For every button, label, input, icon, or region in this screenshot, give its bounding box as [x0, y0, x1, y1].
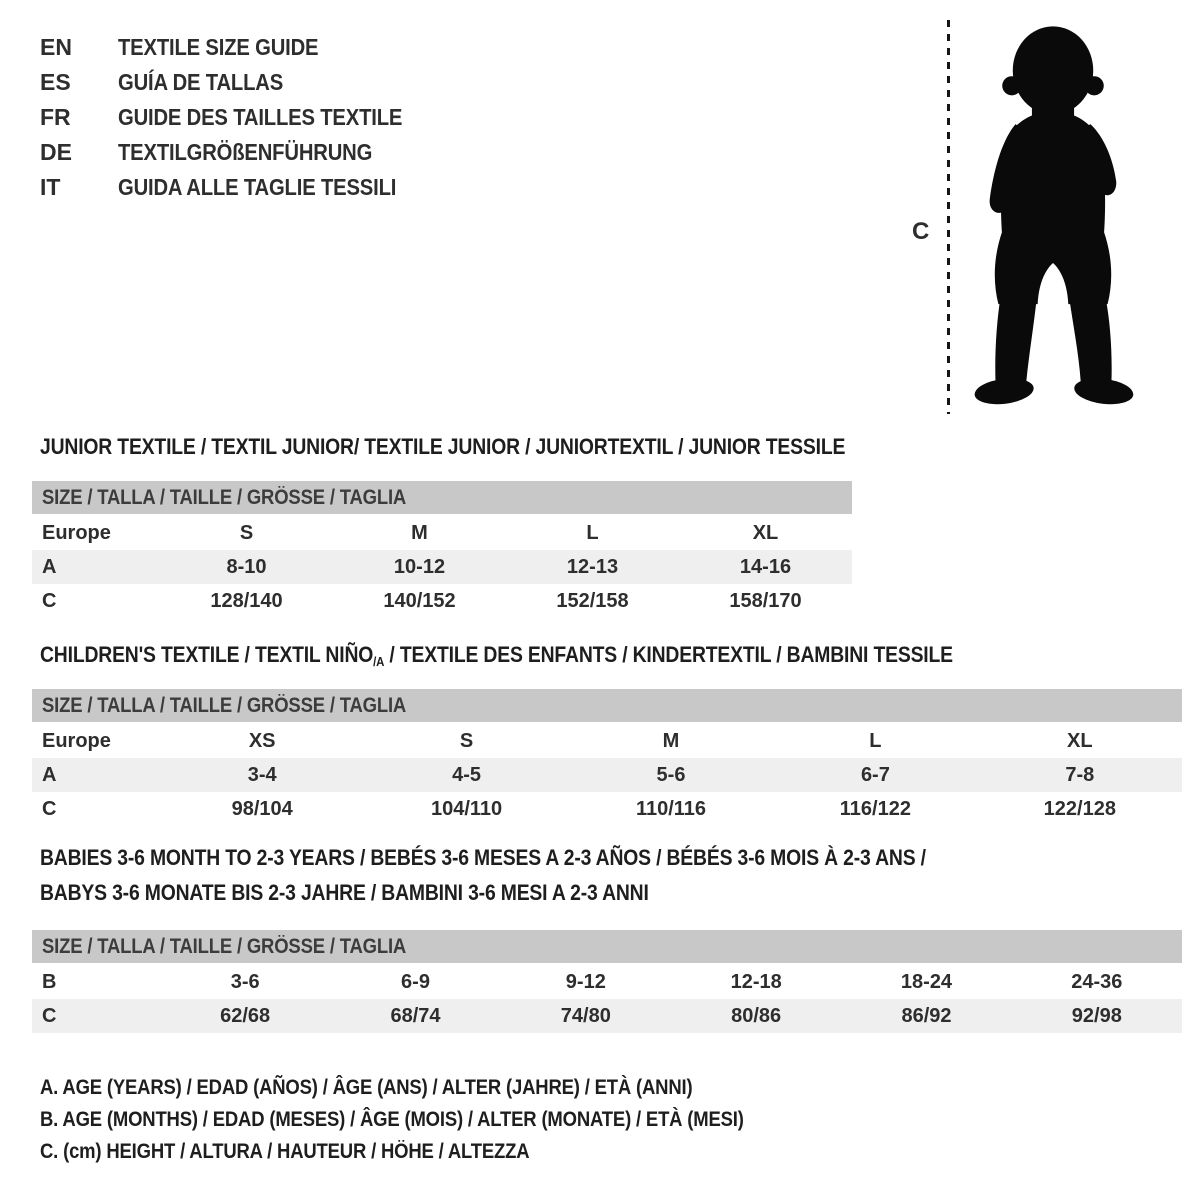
table-cell-value: 3-4	[247, 763, 277, 786]
legend-line-a	[40, 1072, 840, 1104]
legend-text-c: C. (cm) HEIGHT / ALTURA / HAUTEUR / HÖHE / ALTEZZA	[40, 1140, 530, 1163]
lang-title: GUÍA DE TALLAS	[118, 69, 284, 95]
lang-title: GUIDE DES TAILLES TEXTILE	[118, 104, 403, 130]
lang-row-en	[40, 30, 441, 65]
table-cell-label: A	[42, 555, 57, 578]
table-cell-value: 8-10	[226, 555, 267, 578]
babies-section-heading-line2	[40, 880, 732, 906]
table-cell-value: 128/140	[210, 589, 283, 612]
table-cell-value: 18-24	[900, 970, 953, 993]
table-cell-value: 140/152	[383, 589, 456, 612]
table-cell-value: 86/92	[901, 1004, 952, 1027]
babies-heading-text1: BABIES 3-6 MONTH TO 2-3 YEARS / BEBÉS 3-6 MESES A 2-3 AÑOS / BÉBÉS 3-6 MOIS À 2-3 ANS /	[40, 845, 926, 870]
size-header-text: SIZE / TALLA / TAILLE / GRÖSSE / TAGLIA	[42, 693, 407, 717]
language-title-list	[40, 30, 441, 205]
children-heading-pre: CHILDREN'S TEXTILE / TEXTIL NIÑO	[40, 642, 374, 667]
table-cell-value: 74/80	[560, 1004, 611, 1027]
table-cell-value: 3-6	[230, 970, 260, 993]
table-row	[32, 999, 1182, 1033]
table-cell-value: M	[411, 521, 428, 544]
lang-row-it	[40, 170, 441, 205]
table-cell-value: M	[662, 729, 680, 752]
lang-row-es	[40, 65, 441, 100]
table-row	[32, 724, 1182, 758]
children-heading-text	[40, 642, 953, 669]
children-heading-post: / TEXTILE DES ENFANTS / KINDERTEXTIL / BAMBINI TESSILE	[384, 642, 953, 667]
table-cell-value: 158/170	[729, 589, 802, 612]
table-row	[32, 758, 1182, 792]
babies-section-heading-line1	[40, 845, 1047, 871]
children-heading-sub: /A	[373, 654, 385, 669]
table-cell-value: XL	[752, 521, 779, 544]
legend-line-c	[40, 1136, 840, 1168]
table-cell-value: XS	[248, 729, 276, 752]
lang-title: GUIDA ALLE TAGLIE TESSILI	[118, 174, 397, 200]
table-cell-value: L	[586, 521, 599, 544]
table-cell-value: 152/158	[556, 589, 629, 612]
height-measure-dashed-line	[947, 20, 950, 414]
junior-section-heading	[40, 434, 955, 460]
babies-table-header	[32, 930, 1182, 963]
table-cell-value: 4-5	[452, 763, 482, 786]
table-cell-label: B	[42, 970, 57, 993]
table-cell-label: Europe	[42, 521, 111, 544]
table-cell-value: 14-16	[739, 555, 792, 578]
table-cell-value: 92/98	[1071, 1004, 1122, 1027]
table-cell-value: S	[239, 521, 254, 544]
lang-row-fr	[40, 100, 441, 135]
table-cell-label: C	[42, 1004, 57, 1027]
table-cell-label: A	[42, 763, 57, 786]
legend-line-b	[40, 1104, 840, 1136]
table-cell-value: 110/116	[635, 797, 707, 820]
table-cell-value: 98/104	[231, 797, 293, 820]
table-cell-value: 62/68	[220, 1004, 271, 1027]
table-cell-label: Europe	[42, 729, 111, 752]
table-cell-value: L	[869, 729, 882, 752]
table-row	[32, 792, 1182, 826]
lang-code: DE	[40, 139, 72, 165]
table-cell-value: 6-9	[401, 970, 430, 993]
table-cell-value: S	[459, 729, 474, 752]
junior-table-header	[32, 481, 852, 514]
lang-code: IT	[40, 174, 61, 200]
legend-text-a: A. AGE (YEARS) / EDAD (AÑOS) / ÂGE (ANS) / ALTER (JAHRE) / ETÀ (ANNI)	[40, 1076, 693, 1099]
children-size-table	[32, 689, 1182, 826]
lang-code: ES	[40, 69, 71, 95]
table-cell-value: XL	[1067, 729, 1093, 752]
measurement-legend	[40, 1072, 840, 1168]
table-row	[32, 516, 852, 550]
lang-row-de	[40, 135, 441, 170]
table-cell-value: 68/74	[390, 1004, 441, 1027]
lang-title: TEXTILE SIZE GUIDE	[118, 34, 319, 60]
lang-code: FR	[40, 104, 71, 130]
table-cell-value: 9-12	[565, 970, 606, 993]
size-header-text: SIZE / TALLA / TAILLE / GRÖSSE / TAGLIA	[42, 485, 407, 509]
babies-heading-text2: BABYS 3-6 MONATE BIS 2-3 JAHRE / BAMBINI 3-6 MESI A 2-3 ANNI	[40, 880, 649, 905]
table-cell-label: C	[42, 589, 57, 612]
table-cell-value: 104/110	[430, 797, 503, 820]
table-cell-value: 12-18	[730, 970, 782, 993]
table-cell-value: 10-12	[393, 555, 446, 578]
lang-code: EN	[40, 34, 72, 60]
table-row	[32, 584, 852, 618]
table-row	[32, 550, 852, 584]
table-cell-value: 122/128	[1043, 797, 1116, 820]
table-cell-label: C	[42, 797, 57, 820]
babies-size-table	[32, 930, 1182, 1033]
height-measure-label: C	[912, 218, 930, 245]
table-cell-value: 6-7	[860, 763, 890, 786]
children-table-header	[32, 689, 1182, 722]
table-cell-value: 24-36	[1071, 970, 1123, 993]
junior-size-table	[32, 481, 852, 618]
table-cell-value: 80/86	[731, 1004, 782, 1027]
lang-title: TEXTILGRÖßENFÜHRUNG	[118, 139, 373, 165]
table-row	[32, 965, 1182, 999]
toddler-silhouette-icon	[962, 18, 1144, 416]
legend-text-b: B. AGE (MONTHS) / EDAD (MESES) / ÂGE (MOIS) / ALTER (MONATE) / ETÀ (MESI)	[40, 1108, 744, 1131]
children-section-heading	[40, 642, 1077, 669]
table-cell-value: 116/122	[839, 797, 911, 820]
table-cell-value: 7-8	[1065, 763, 1095, 786]
table-cell-value: 12-13	[566, 555, 619, 578]
size-header-text: SIZE / TALLA / TAILLE / GRÖSSE / TAGLIA	[42, 934, 407, 958]
junior-heading-text: JUNIOR TEXTILE / TEXTIL JUNIOR/ TEXTILE JUNIOR / JUNIORTEXTIL / JUNIOR TESSILE	[40, 434, 846, 459]
table-cell-value: 5-6	[656, 763, 686, 786]
